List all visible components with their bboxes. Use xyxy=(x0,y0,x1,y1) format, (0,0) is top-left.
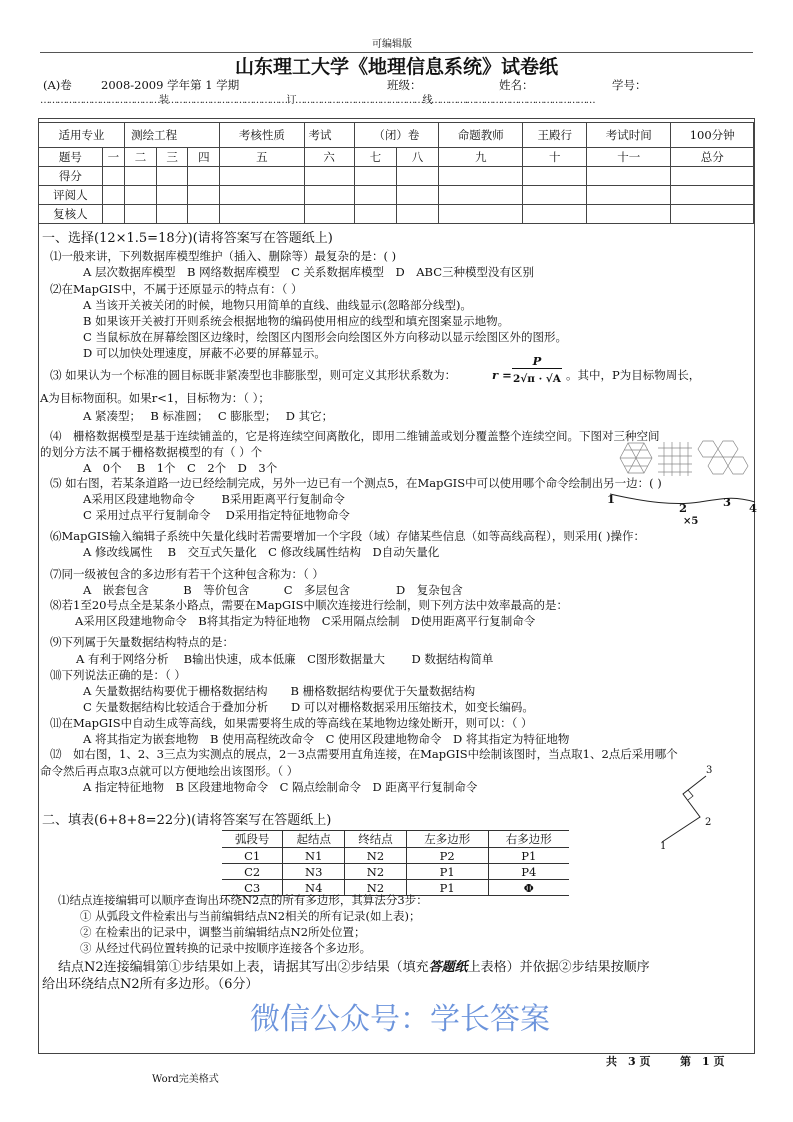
option: C 采用过点平行复制命令 D采用指定特征地物命令 xyxy=(83,508,350,522)
question-7: ⑺同一级被包含的多边形有若干个这种包含称为：（ ） xyxy=(50,567,324,581)
table-row xyxy=(222,848,569,864)
cell: 复核人 xyxy=(39,205,103,224)
step: ③ 从经过代码位置转换的记录中按顺序连接各个多边形。 xyxy=(80,941,372,955)
question-11: ⑾在MapGIS中自动生成等高线，如果需要将生成的等高线在某地物边缘处断开，则可以：（ ） xyxy=(50,716,533,730)
cell: 弧段号 xyxy=(222,831,283,848)
cell: C3 xyxy=(222,880,283,896)
question-4: ⑷ 栅格数据模型是基于连续铺盖的，它是将连续空间离散化，即用二维铺盖或划分覆盖整个连续空间。下图对三种空间 xyxy=(50,429,660,443)
cell: 适用专业 xyxy=(39,123,125,148)
question-8: ⑻若1至20号点全是某条小路点，需要在MapGIS中顺次连接进行绘制，则下列方法中效率最高的是： xyxy=(50,598,569,612)
step: ① 从弧段文件检索出与当前编辑结点N2相关的所有记录(如上表)； xyxy=(80,909,421,923)
cell: Φ xyxy=(488,880,569,896)
question-7-options: A 嵌套包含 B 等价包含 C 多层包含 D 复杂包含 xyxy=(83,583,463,597)
fig-label: 1 xyxy=(607,492,616,506)
question-9-options: A 有利于网络分析 B输出快速，成本低廉 C图形数据量大 D 数据结构简单 xyxy=(76,652,494,666)
question-12-options: A 指定特征地物 B 区段建地物命令 C 隔点绘制命令 D 距离平行复制命令 xyxy=(83,780,478,794)
question-8-options: A采用区段建地物命令 B将其指定为特征地物 C采用隔点绘制 D使用距离平行复制命令 xyxy=(75,614,536,628)
cell: P1 xyxy=(488,848,569,864)
cell: 王殿行 xyxy=(523,123,587,148)
question-6: ⑹MapGIS输入编辑子系统中矢量化线时若需要增加一个字段（域）存储某些信息（如等高线高程），则采用( )操作： xyxy=(50,529,645,543)
question-1: ⑴一般来讲，下列数据库模型维护（插入、删除等）最复杂的是：( ) xyxy=(50,249,397,263)
option: B 如果该开关被打开则系统会根据地物的编码使用相应的线型和填充图案显示地物。 xyxy=(83,314,510,328)
cell: N3 xyxy=(283,864,345,880)
question-9: ⑼下列属于矢量数据结构特点的是： xyxy=(50,635,234,649)
cell: 总分 xyxy=(671,148,754,167)
cell: 测绘工程 xyxy=(125,123,220,148)
step: ② 在检索出的记录中，调整当前编辑结点N2所处位置； xyxy=(80,925,366,939)
score-header-row xyxy=(39,148,754,167)
section-1-title: 一、选择(12×1.5=18分)(请将答案写在答题纸上) xyxy=(42,231,333,246)
editable-label: 可编辑版 xyxy=(372,39,412,50)
cell: 九 xyxy=(439,148,523,167)
fig-label: 1 xyxy=(660,841,667,852)
cell: 六 xyxy=(304,148,354,167)
arc-table-header xyxy=(222,831,569,848)
cell: （闭）卷 xyxy=(354,123,438,148)
cell: N2 xyxy=(345,848,407,864)
question-3-cont: 。其中，P为目标物周长， xyxy=(566,368,701,382)
section-2-title: 二、填表(6+8+8=22分)(请将答案写在答题纸上) xyxy=(42,813,332,828)
cell: 十 xyxy=(523,148,587,167)
option: A采用区段建地物命令 B采用距离平行复制命令 xyxy=(83,492,345,506)
formula-numerator: P xyxy=(512,354,562,369)
cell: 考试时间 xyxy=(587,123,671,148)
cell: P1 xyxy=(406,880,488,896)
cell: C2 xyxy=(222,864,283,880)
option: D 可以加快处理速度，屏蔽不必要的屏幕显示。 xyxy=(83,346,326,360)
score-row xyxy=(39,167,754,186)
question-3-options: A 紧凑型； B 标准圆； C 膨胀型； D 其它； xyxy=(83,409,334,423)
option: C 当鼠标放在屏幕绘图区边缘时，绘图区内图形会向绘图区外方向移动以显示绘图区外的图形。 xyxy=(83,330,567,344)
id-label: 学号： xyxy=(612,78,647,92)
watermark: 微信公众号：学长答案 xyxy=(250,1002,550,1037)
fig-label: 4 xyxy=(749,501,758,515)
class-label: 班级： xyxy=(387,78,422,92)
arc-table xyxy=(222,830,569,896)
cell: 二 xyxy=(125,148,157,167)
cell: 八 xyxy=(396,148,438,167)
option: C 矢量数据结构比较适合于叠加分析 D 可以对栅格数据采用压缩技术，如变长编码。 xyxy=(83,700,534,714)
fig-label: 2 xyxy=(679,501,688,515)
cell: 题号 xyxy=(39,148,103,167)
question-1-options: A 层次数据库模型 B 网络数据库模型 C 关系数据库模型 D ABC三种模型没有区别 xyxy=(83,265,535,279)
question-6-options: A 修改线属性 B 交互式矢量化 C 修改线属性结构 D自动矢量化 xyxy=(83,545,440,559)
question-10: ⑽下列说法正确的是：（ ） xyxy=(50,668,186,682)
score-row xyxy=(39,205,754,224)
cell: P2 xyxy=(406,848,488,864)
cell: P4 xyxy=(488,864,569,880)
text: 上表格）并依据②步结果按顺序 xyxy=(467,960,650,975)
fig-label: 2 xyxy=(705,817,712,828)
cell: N2 xyxy=(345,864,407,880)
tessellation-figure xyxy=(612,440,757,476)
option: A 当该开关被关闭的时候，地物只用简单的直线、曲线显示(忽略部分线型)。 xyxy=(83,298,472,312)
cell: N1 xyxy=(283,848,345,864)
question-11-options: A 将其指定为嵌套地物 B 使用高程统改命令 C 使用区段建地物命令 D 将其指定为特征地物 xyxy=(83,732,570,746)
fig-label: 3 xyxy=(723,495,732,509)
section-2-para: ⑴结点连接编辑可以顺序查询出环绕N2点的所有多边形，其算法分3步： xyxy=(58,893,428,907)
cell: 七 xyxy=(354,148,396,167)
cell: 左多边形 xyxy=(406,831,488,848)
option: A 矢量数据结构要优于栅格数据结构 B 栅格数据结构要优于矢量数据结构 xyxy=(83,684,476,698)
question-4-cont: 的划分方法不属于栅格数据模型的有（ ）个 xyxy=(40,445,263,459)
cell: 100分钟 xyxy=(671,123,754,148)
cell: 终结点 xyxy=(345,831,407,848)
header-rule xyxy=(40,52,753,53)
cell: 三 xyxy=(156,148,188,167)
format-label: Word完美格式 xyxy=(152,1074,219,1085)
cell: 得分 xyxy=(39,167,103,186)
info-row xyxy=(39,123,754,148)
cell: 一 xyxy=(102,148,124,167)
question-2: ⑵在MapGIS中，不属于还原显示的特点有：（ ） xyxy=(50,282,303,296)
paper-label: (A)卷 xyxy=(43,78,72,92)
score-row xyxy=(39,186,754,205)
cell: N4 xyxy=(283,880,345,896)
question-3-cont: A为目标物面积。如果r<1，目标物为：（ ）； xyxy=(40,391,270,405)
cell: 五 xyxy=(220,148,304,167)
cell: 考核性质 xyxy=(220,123,304,148)
cell: 评阅人 xyxy=(39,186,103,205)
cell: C1 xyxy=(222,848,283,864)
term-label: 2008-2009 学年第 1 学期 xyxy=(101,78,240,92)
question-12: ⑿ 如右图，1、2、3三点为实测点的展点，2－3点需要用直角连接，在MapGIS中绘制该图时，当点取1、2点后采用哪个 xyxy=(50,747,678,761)
cell: P1 xyxy=(406,864,488,880)
text: 结点N2连接编辑第①步结果如上表，请据其写出②步结果（填充 xyxy=(58,960,429,975)
cell: 十一 xyxy=(587,148,671,167)
section-2-question-cont: 给出环绕结点N2所有多边形。（6分） xyxy=(42,977,259,992)
page-title: 山东理工大学《地理信息系统》试卷纸 xyxy=(234,56,558,78)
fig-label: 3 xyxy=(706,765,713,776)
page-total: 共 3 页 xyxy=(606,1055,651,1068)
question-3: ⑶ 如果认为一个标准的圆目标既非紧凑型也非膨胀型，则可定义其形状系数为： xyxy=(50,368,457,382)
score-table xyxy=(38,122,754,224)
question-5: ⑸ 如右图，若某条道路一边已经绘制完成，另外一边已有一个测点5，在MapGIS中可以使用哪个命令绘制出另一边：( ) xyxy=(50,476,662,490)
table-row xyxy=(222,864,569,880)
cell: 右多边形 xyxy=(488,831,569,848)
cell: 考试 xyxy=(304,123,354,148)
fig-label: ×5 xyxy=(683,516,699,527)
binding-line: ……………………………………装……………………………………订………………………………………线………….……………………………………… xyxy=(40,95,595,106)
cell: N2 xyxy=(345,880,407,896)
page-number: 第 1 页 xyxy=(680,1055,725,1068)
formula-denominator: 2√π · √A xyxy=(513,373,561,385)
question-4-options: A 0个 B 1个 C 2个 D 3个 xyxy=(83,461,278,475)
emphasis: 答题纸 xyxy=(428,960,468,975)
section-2-question xyxy=(58,960,650,976)
cell: 四 xyxy=(188,148,220,167)
question-12-cont: 命令然后再点取3点就可以方便地绘出该图形。（ ） xyxy=(40,764,299,778)
cell: 命题教师 xyxy=(439,123,523,148)
formula: r = xyxy=(492,368,512,382)
cell: 起结点 xyxy=(283,831,345,848)
name-label: 姓名： xyxy=(499,78,534,92)
